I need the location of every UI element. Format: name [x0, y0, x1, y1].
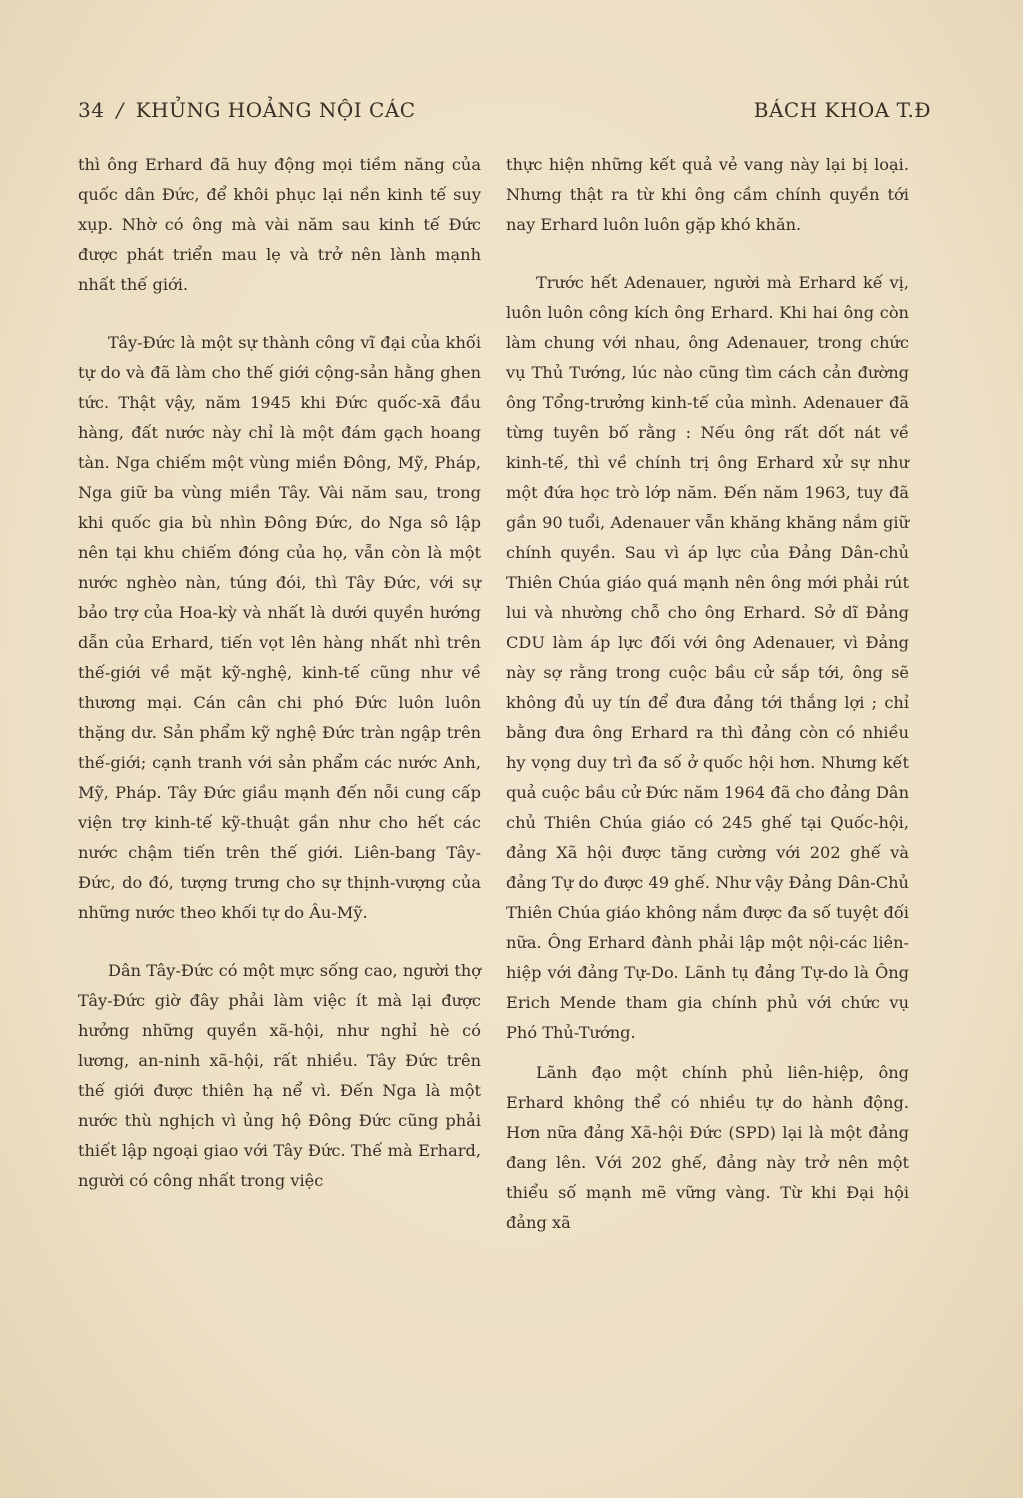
page-header: [78, 98, 931, 134]
paragraph: Trước hết Adenauer, người mà Erhard kế vị, luôn luôn công kích ông Erhard. Khi hai ông còn làm chung với nhau, ông Adenauer, trong chức vụ Thủ Tướng, lúc nào cũng tìm cách cản đường ông Tổng-trưởng kinh-tế của mình. Adenauer đã từng tuyên bố rằng : Nếu ông rất dốt nát về kinh-tế, thì về chính trị ông Erhard xử sự như một đứa học trò lớp năm. Đến năm 1963, tuy đã gần 90 tuổi, Adenauer vẫn khăng khăng nắm giữ chính quyền. Sau vì áp lực của Đảng Dân-chủ Thiên Chúa giáo quá mạnh nên ông mới phải rút lui và nhường chỗ cho ông Erhard. Sở dĩ Đảng CDU làm áp lực đối với ông Adenauer, vì Đảng này sợ rằng trong cuộc bầu cử sắp tới, ông sẽ không đủ uy tín để đưa đảng tới thắng lợi ; chỉ bằng đưa ông Erhard ra thì đảng còn có nhiều hy vọng duy trì đa số ở quốc hội hơn. Nhưng kết quả cuộc bầu cử Đức năm 1964 đã cho đảng Dân chủ Thiên Chúa giáo có 245 ghế tại Quốc-hội, đảng Xã hội được tăng cường với 202 ghế và đảng Tự do được 49 ghế. Như vậy Đảng Dân-Chủ Thiên Chúa giáo không nắm được đa số tuyệt đối nữa. Ông Erhard đành phải lập một nội-các liên-hiệp với đảng Tự-Do. Lãnh tụ đảng Tự-do là Ông Erich Mende tham gia chính phủ với chức vụ Phó Thủ-Tướng.: [506, 273, 909, 1042]
paragraph: thì ông Erhard đã huy động mọi tiềm năng của quốc dân Đức, để khôi phục lại nền kinh tế suy xụp. Nhờ có ông mà vài năm sau kinh tế Đức được phát triển mau lẹ và trở nên lành mạnh nhất thế giới.: [78, 155, 481, 294]
left-column: [78, 150, 481, 1196]
paragraph: Tây-Đức là một sự thành công vĩ đại của khối tự do và đã làm cho thế giới cộng-sản hằng ghen tức. Thật vậy, năm 1945 khi Đức quốc-xã đầu hàng, đất nước này chỉ là một đám gạch hoang tàn. Nga chiếm một vùng miền Đông, Mỹ, Pháp, Nga giữ ba vùng miền Tây. Vài năm sau, trong khi quốc gia bù nhìn Đông Đức, do Nga sô lập nên tại khu chiếm đóng của họ, vẫn còn là một nước nghèo nàn, túng đói, thì Tây Đức, với sự bảo trợ của Hoa-kỳ và nhất là dưới quyền hướng dẫn của Erhard, tiến vọt lên hàng nhất nhì trên thế-giới về mặt kỹ-nghệ, kinh-tế cũng như về thương mại. Cán cân chi phó Đức luôn luôn thặng dư. Sản phẩm kỹ nghệ Đức tràn ngập trên thế-giới; cạnh tranh với sản phẩm các nước Anh, Mỹ, Pháp. Tây Đức giầu mạnh đến nỗi cung cấp viện trợ kinh-tế kỹ-thuật gần như cho hết các nước chậm tiến trên thế giới. Liên-bang Tây-Đức, do đó, tượng trưng cho sự thịnh-vượng của những nước theo khối tự do Âu-Mỹ.: [78, 333, 481, 922]
paragraph: thực hiện những kết quả vẻ vang này lại bị loại. Nhưng thật ra từ khi ông cầm chính quyền tới nay Erhard luôn luôn gặp khó khăn.: [506, 155, 909, 234]
article-body: [78, 150, 930, 1450]
paragraph: Lãnh đạo một chính phủ liên-hiệp, ông Erhard không thể có nhiều tự do hành động. Hơn nữa đảng Xã-hội Đức (SPD) lại là một đảng đang lên. Với 202 ghế, đảng này trở nên một thiểu số mạnh mẽ vững vàng. Từ khi Đại hội đảng xã: [506, 1063, 909, 1232]
header-left: [78, 98, 416, 122]
paragraph: Dân Tây-Đức có một mực sống cao, người thợ Tây-Đức giờ đây phải làm việc ít mà lại được hưởng những quyền xã-hội, như nghỉ hè có lương, an-ninh xã-hội, rất nhiều. Tây Đức trên thế giới được thiên hạ nể vì. Đến Nga là một nước thù nghịch vì ủng hộ Đông Đức cũng phải thiết lập ngoại giao với Tây Đức. Thế mà Erhard, người có công nhất trong việc: [78, 961, 481, 1190]
publication-title: BÁCH KHOA T.Đ: [753, 98, 931, 122]
page-number: 34: [78, 98, 105, 122]
section-title: KHỦNG HOẢNG NỘI CÁC: [135, 98, 416, 122]
header-separator: /: [116, 98, 124, 122]
right-column: [506, 150, 909, 1238]
